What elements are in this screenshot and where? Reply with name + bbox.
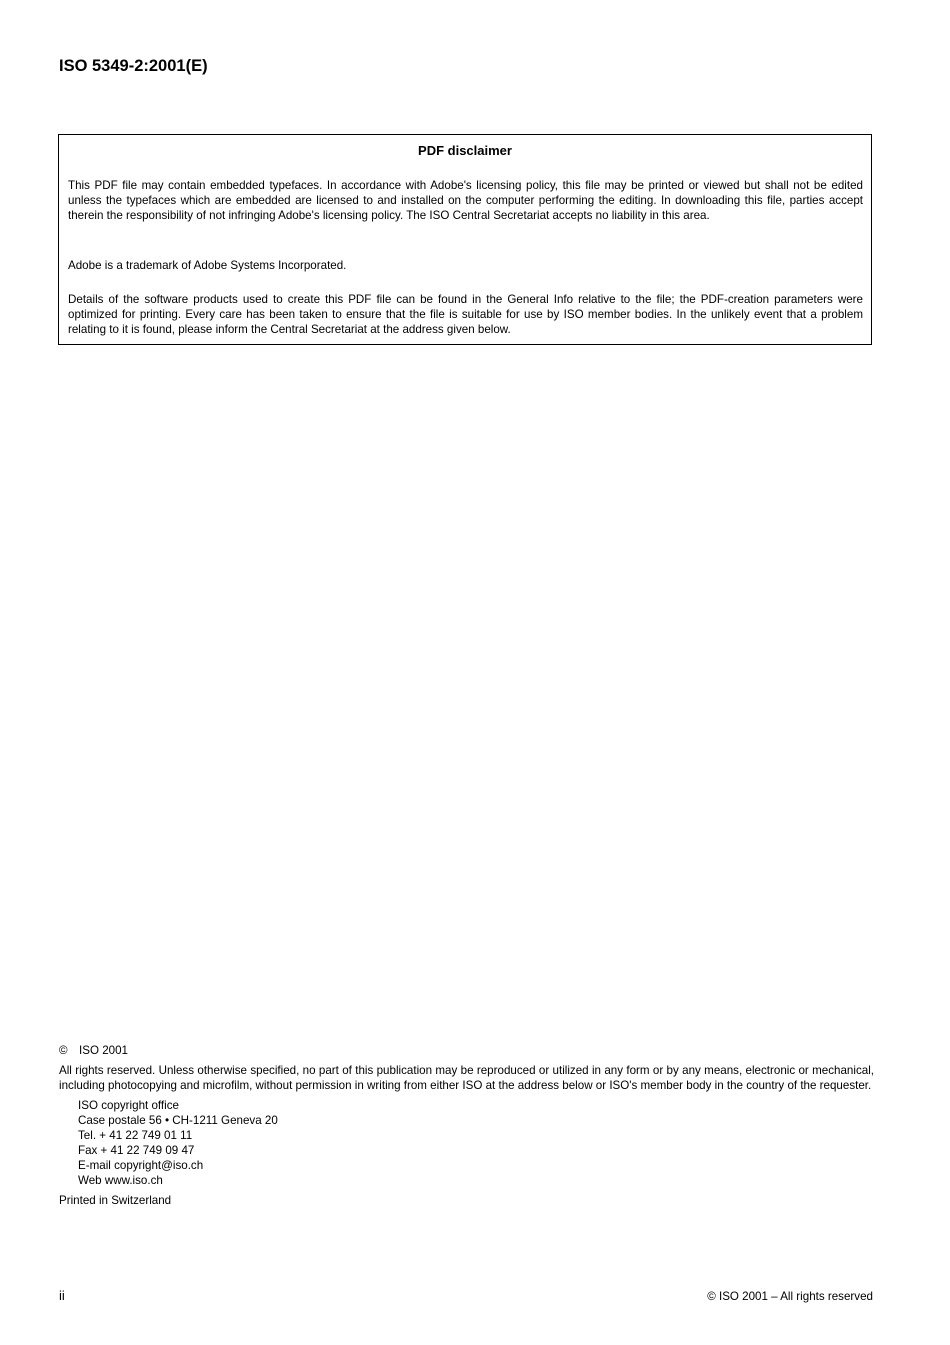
copyright-symbol: © bbox=[59, 1044, 68, 1057]
disclaimer-paragraph-typefaces: This PDF file may contain embedded typefaces. In accordance with Adobe's licensing policy, this file may be printed or viewed but shall not be edited unless the typefaces which are embedded are licensed to and installed on the computer performing the editing. In downloading this file, parties accept therein the responsibility of not infringing Adobe's licensing policy. The ISO Central Secretariat accepts no liability in this area. bbox=[68, 179, 863, 222]
rights-statement: All rights reserved. Unless otherwise specified, no part of this publication may be reproduced or utilized in any form or by any means, electronic or mechanical, including photocopying and microfilm, without permission in writing from either ISO at the address below or ISO's member body in the country of the requester. bbox=[59, 1064, 874, 1092]
office-postal-address: Case postale 56 • CH-1211 Geneva 20 bbox=[78, 1114, 278, 1127]
office-telephone: Tel. + 41 22 749 01 11 bbox=[78, 1129, 193, 1142]
disclaimer-paragraph-details: Details of the software products used to create this PDF file can be found in the General Info relative to the file; the PDF-creation parameters were optimized for printing. Every care has been taken to ensure that the file is suitable for use by ISO member bodies. In the unlikely event that a problem relating to it is found, please inform the Central Secretariat at the address given below. bbox=[68, 293, 863, 336]
office-email: E-mail copyright@iso.ch bbox=[78, 1159, 204, 1172]
office-fax: Fax + 41 22 749 09 47 bbox=[78, 1144, 195, 1157]
disclaimer-title: PDF disclaimer bbox=[418, 143, 512, 158]
footer-copyright: © ISO 2001 – All rights reserved bbox=[707, 1290, 873, 1303]
disclaimer-paragraph-trademark: Adobe is a trademark of Adobe Systems Incorporated. bbox=[68, 259, 347, 272]
page-number: ii bbox=[59, 1288, 65, 1303]
printed-location: Printed in Switzerland bbox=[59, 1194, 172, 1207]
copyright-year-line bbox=[59, 1043, 874, 1058]
document-id-header: ISO 5349-2:2001(E) bbox=[59, 57, 208, 75]
office-web: Web www.iso.ch bbox=[78, 1174, 163, 1187]
copyright-year: ISO 2001 bbox=[79, 1044, 128, 1057]
pdf-disclaimer-box bbox=[58, 134, 872, 345]
copyright-block bbox=[59, 1043, 874, 1208]
office-name: ISO copyright office bbox=[78, 1099, 179, 1112]
copyright-office-address bbox=[78, 1098, 874, 1188]
